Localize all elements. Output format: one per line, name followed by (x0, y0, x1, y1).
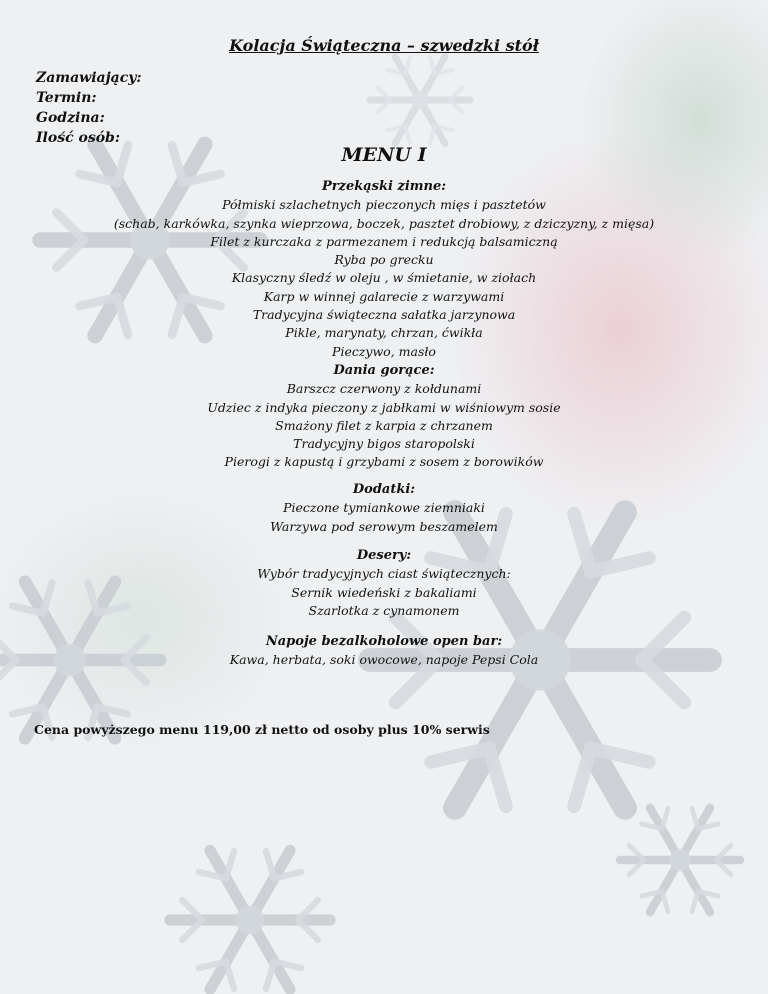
menu-item: Kawa, herbata, soki owocowe, napoje Pepsi Cola (229, 652, 539, 668)
menu-item: Sernik wiedeński z bakaliami (291, 584, 477, 600)
menu-item: (schab, karkówka, szynka wieprzowa, boczek, pasztet drobiowy, z dziczyzny, z mięsa) (113, 215, 655, 231)
menu-item: Karp w winnej galarecie z warzywami (263, 288, 505, 304)
menu-item: Szarlotka z cynamonem (308, 602, 460, 618)
menu-item: Udziec z indyka pieczony z jabłkami w wiśniowym sosie (207, 399, 561, 415)
section-heading: Napoje bezalkoholowe open bar: (265, 634, 503, 649)
menu-item: Pieczone tymiankowe ziemniaki (283, 500, 485, 516)
menu-item: Półmiski szlachetnych pieczonych mięs i pasztetów (222, 197, 546, 213)
field-guest-count: Ilość osób: (36, 130, 120, 146)
section-cold-appetizers (0, 178, 768, 361)
menu-item: Smażony filet z karpia z chrzanem (275, 417, 493, 433)
menu-item: Pikle, marynaty, chrzan, ćwikła (285, 325, 483, 341)
menu-item: Wybór tradycyjnych ciast świątecznych: (257, 566, 511, 582)
section-hot-dishes (0, 362, 768, 472)
section-heading: Desery: (356, 548, 412, 563)
menu-title: MENU I (341, 144, 427, 166)
menu-item: Warzywa pod serowym beszamelem (270, 518, 498, 534)
section-desserts (0, 547, 768, 620)
menu-item: Ryba po grecku (334, 252, 434, 268)
section-heading: Dodatki: (352, 482, 416, 497)
section-heading: Przekąski zimne: (321, 179, 447, 194)
section-sides (0, 481, 768, 536)
menu-item: Klasyczny śledź w oleju , w śmietanie, w ziołach (231, 270, 537, 286)
menu-item: Barszcz czerwony z kołdunami (286, 381, 482, 397)
menu-item: Filet z kurczaka z parmezanem i redukcją balsamiczną (210, 233, 558, 249)
field-time: Godzina: (36, 110, 105, 126)
price-note: Cena powyższego menu 119,00 zł netto od osoby plus 10% serwis (34, 722, 490, 737)
menu-item: Tradycyjna świąteczna sałatka jarzynowa (252, 307, 516, 323)
menu-item: Pieczywo, masło (332, 343, 436, 359)
section-heading: Dania gorące: (333, 363, 435, 378)
section-drinks (0, 633, 768, 670)
field-ordering-party: Zamawiający: (36, 70, 142, 86)
order-fields (36, 68, 142, 148)
menu-item: Tradycyjny bigos staropolski (293, 436, 475, 452)
field-date: Termin: (36, 90, 97, 106)
document-title: Kolacja Świąteczna – szwedzki stół (229, 36, 539, 55)
menu-item: Pierogi z kapustą i grzybami z sosem z borowików (224, 454, 544, 470)
